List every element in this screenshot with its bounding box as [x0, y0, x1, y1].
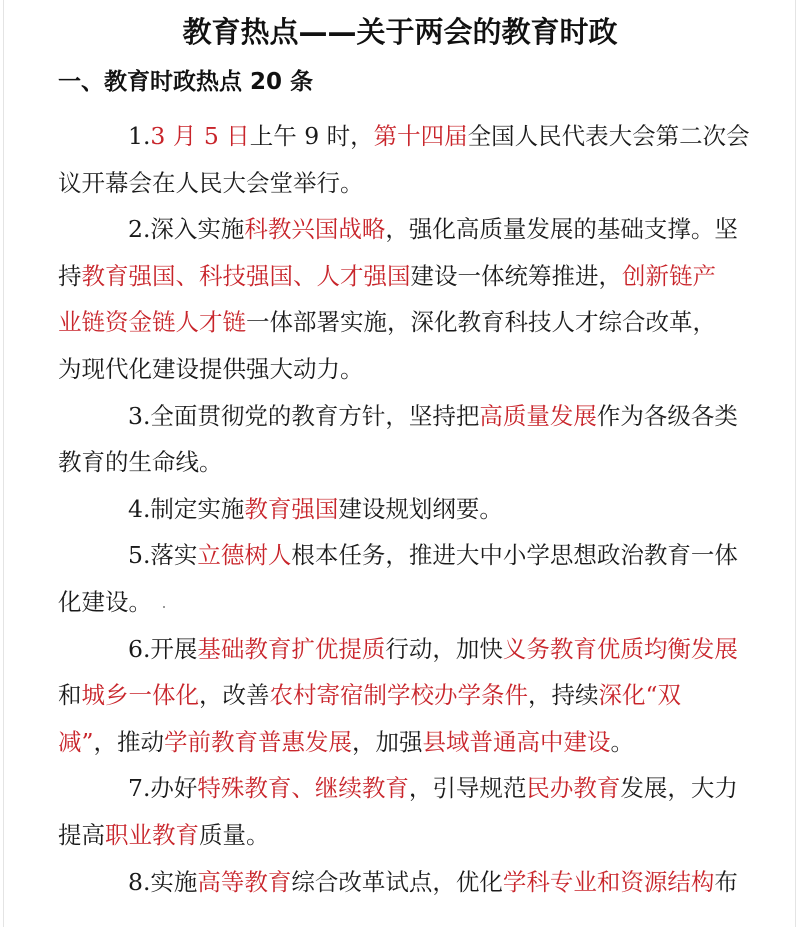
highlighted-phrase: 高质量发展 [479, 401, 597, 430]
hotspot-item [58, 113, 750, 206]
hotspot-item [58, 206, 743, 392]
body-phrase: 全国人民代表大会第二次会 [467, 122, 750, 150]
body-phrase: 和 [58, 681, 82, 710]
body-phrase: 办好 [150, 774, 198, 803]
highlighted-phrase: 高等教育 [197, 867, 292, 896]
body-phrase: 为现代化建设提供强大动力。 [58, 354, 364, 383]
document-title: 教育热点——关于两会的教育时政 [182, 15, 618, 49]
highlighted-phrase: 减” [58, 727, 94, 756]
highlighted-phrase: 教育强国、科技强国、人才强国 [81, 261, 411, 290]
highlighted-phrase: 3 月 5 日 [150, 122, 250, 150]
body-phrase: 建设一体统筹推进， [410, 261, 622, 290]
highlighted-phrase: 基础教育扩优提质 [197, 634, 386, 663]
highlighted-phrase: 深化“双 [598, 681, 682, 710]
text-line [58, 439, 743, 486]
hotspot-item [58, 765, 743, 858]
highlighted-phrase: 业链资金链人才链 [58, 308, 246, 337]
body-phrase: 全面贯彻党的教育方针，坚持把 [150, 401, 480, 430]
highlighted-phrase: 民办教育 [526, 774, 621, 803]
body-phrase: ，强化高质量发展的基础支撑。坚 [385, 215, 738, 244]
text-line [58, 719, 743, 766]
text-line [58, 812, 743, 859]
body-phrase: 提高 [58, 820, 105, 849]
text-line [58, 672, 743, 719]
section-heading: 一、教育时政热点 20 条 [58, 69, 314, 95]
highlighted-phrase: 第十四届 [373, 122, 468, 150]
text-line [58, 206, 743, 253]
hotspot-item [58, 393, 743, 486]
highlighted-phrase: 创新链产 [622, 261, 716, 290]
highlighted-phrase: 学科专业和资源结构 [502, 867, 715, 896]
body-phrase: ，改善 [199, 681, 270, 710]
body-phrase: 持 [58, 261, 82, 290]
stray-mark [163, 606, 165, 608]
highlighted-phrase: 学前教育普惠发展 [164, 727, 353, 756]
body-phrase: 落实 [150, 541, 198, 570]
body-phrase: 开展 [150, 634, 198, 663]
highlighted-phrase: 立德树人 [197, 541, 292, 570]
body-phrase: ，加强 [352, 727, 423, 756]
body-phrase: 。 [610, 727, 635, 756]
body-phrase: 深入实施 [150, 215, 245, 244]
body-phrase: 根本任务，推进大中小学思想政治教育一体 [291, 541, 738, 570]
body-phrase: 质量。 [199, 820, 270, 849]
body-phrase: 综合改革试点，优化 [291, 867, 503, 896]
text-line [58, 160, 743, 207]
text-line [58, 346, 743, 393]
body-phrase: ，推动 [93, 727, 165, 756]
text-line [58, 393, 743, 440]
body-phrase: ，引导规范 [408, 774, 527, 803]
item-number: 7. [128, 774, 151, 803]
text-line [58, 253, 743, 300]
highlighted-phrase: 农村寄宿制学校办学条件 [269, 681, 528, 710]
item-number: 1. [128, 122, 151, 150]
item-number: 8. [128, 867, 151, 896]
body-phrase: 作为各级各类 [596, 401, 738, 430]
body-phrase: 制定实施 [150, 494, 245, 523]
body-phrase: 一体部署实施，深化教育科技人才综合改革， [246, 308, 716, 337]
text-line [58, 765, 743, 812]
item-number: 6. [128, 634, 151, 663]
hotspot-item [58, 486, 743, 533]
highlighted-phrase: 县域普通高中建设 [422, 727, 611, 756]
body-phrase: 教育的生命线。 [58, 448, 223, 477]
highlighted-phrase: 特殊教育、继续教育 [197, 774, 409, 803]
body-phrase: 实施 [150, 867, 198, 896]
hotspot-list [58, 113, 750, 905]
text-line [58, 579, 743, 626]
text-line [58, 532, 743, 579]
highlighted-phrase: 科教兴国战略 [244, 215, 386, 244]
body-phrase: 布 [714, 867, 738, 896]
page-left-edge [3, 0, 4, 927]
text-line [58, 486, 743, 533]
highlighted-phrase: 城乡一体化 [81, 681, 199, 710]
text-line [58, 299, 743, 346]
hotspot-item [58, 532, 743, 625]
item-number: 3. [128, 401, 151, 430]
body-phrase: ，持续 [528, 681, 599, 710]
text-line [58, 626, 743, 673]
item-number: 4. [128, 494, 151, 523]
body-phrase: 建设规划纲要。 [338, 494, 503, 523]
body-phrase: 议开幕会在人民大会堂举行。 [58, 168, 364, 197]
body-phrase: 上午 9 时， [249, 122, 374, 150]
hotspot-item [58, 859, 743, 906]
highlighted-phrase: 职业教育 [105, 820, 199, 849]
item-number: 5. [128, 541, 151, 570]
text-line [58, 113, 750, 160]
hotspot-item [58, 626, 743, 766]
page-right-edge [795, 0, 796, 927]
highlighted-phrase: 教育强国 [244, 494, 339, 523]
body-phrase: 化建设。 [58, 587, 152, 616]
item-number: 2. [128, 215, 151, 244]
text-line [58, 859, 743, 906]
body-phrase: 发展，大力 [620, 774, 738, 803]
body-phrase: 行动，加快 [385, 634, 503, 663]
highlighted-phrase: 义务教育优质均衡发展 [502, 634, 738, 663]
